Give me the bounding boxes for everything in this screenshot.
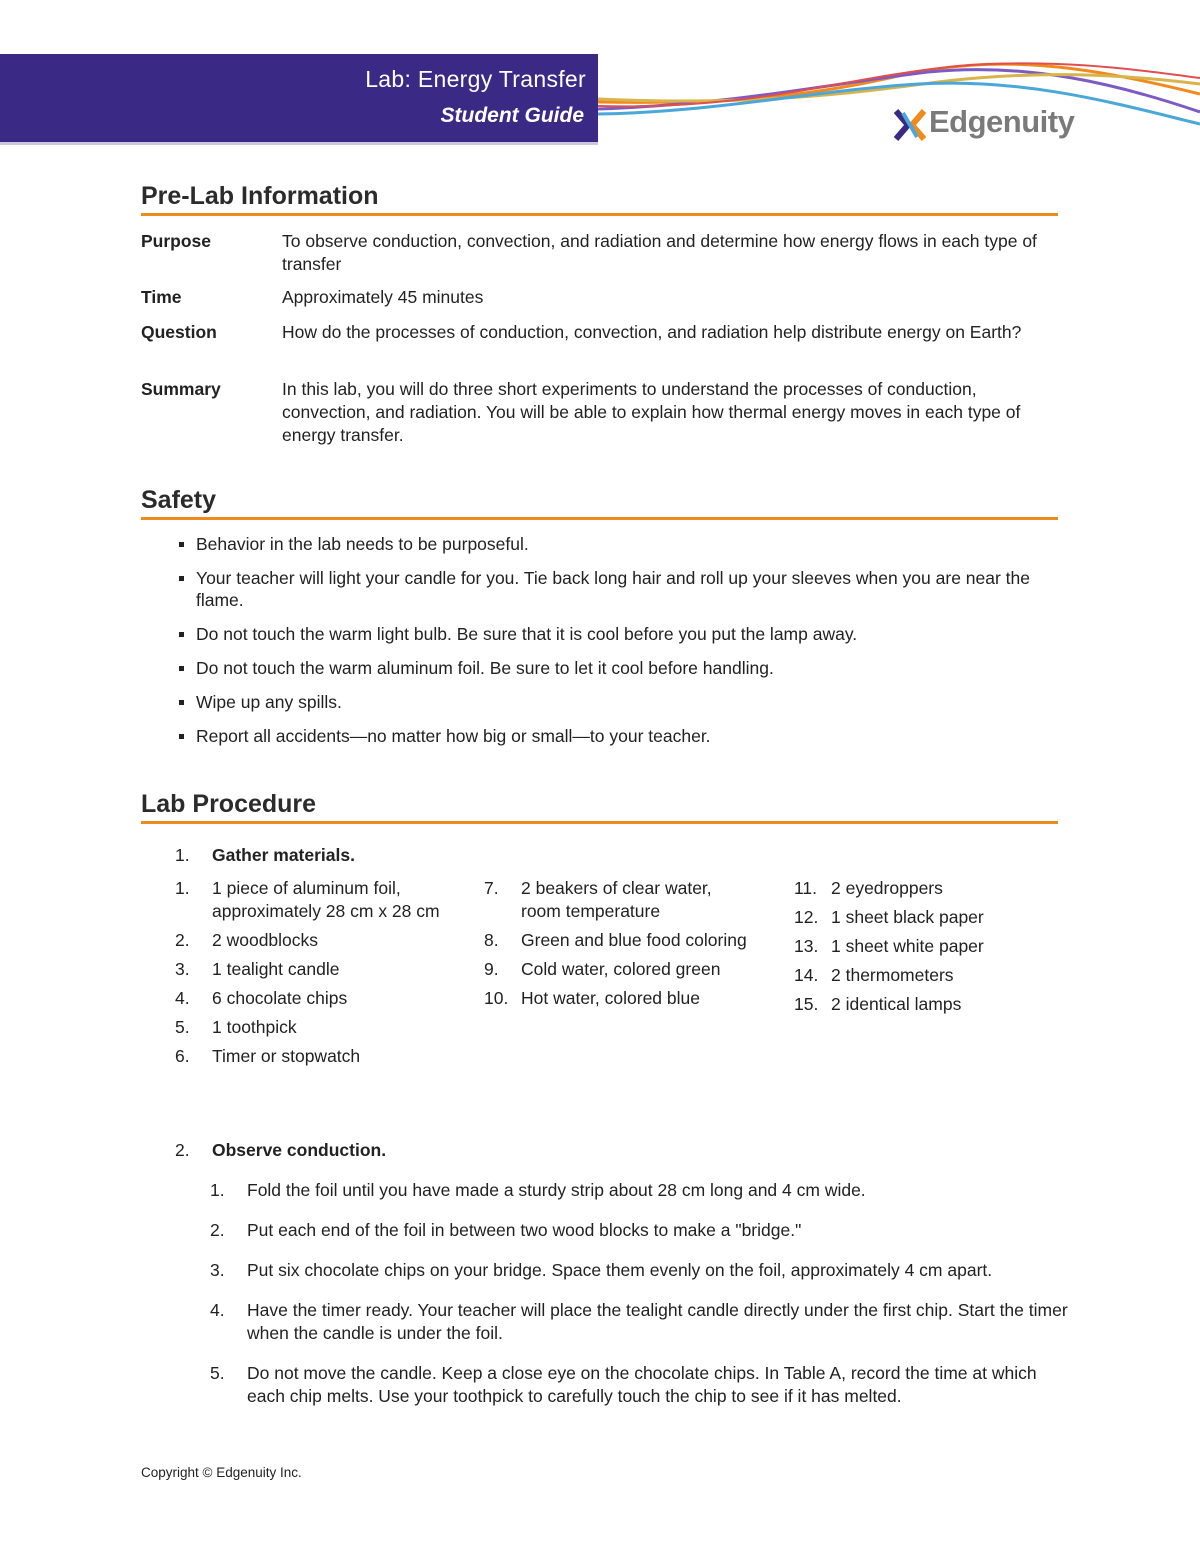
time-label: Time: [141, 287, 182, 307]
sub-step-number: 3.: [210, 1260, 225, 1280]
material-text: Green and blue food coloring: [521, 930, 747, 950]
purpose-label: Purpose: [141, 231, 212, 251]
document-subtitle: Student Guide: [440, 104, 584, 127]
sub-step-number: 1.: [210, 1180, 225, 1200]
procedure-step-2: [175, 1139, 386, 1162]
sub-step-text: Put six chocolate chips on your bridge. Space them evenly on the foil, approximately 4 cm apart.: [247, 1260, 993, 1280]
summary-label: Summary: [141, 379, 221, 399]
material-item: [175, 1016, 445, 1039]
material-item: [794, 877, 1054, 900]
procedure-step-1: [175, 844, 355, 867]
material-number: 4.: [175, 988, 190, 1008]
material-item: [484, 877, 754, 923]
sub-step: [210, 1259, 1070, 1282]
safety-item: Do not touch the warm aluminum foil. Be sure to let it cool before handling.: [177, 657, 1057, 679]
material-text: Timer or stopwatch: [212, 1046, 361, 1066]
material-text: Hot water, colored blue: [521, 988, 700, 1008]
question-value: How do the processes of conduction, convection, and radiation help distribute energy on Earth?: [282, 322, 1022, 342]
material-item: [484, 958, 754, 981]
material-number: 15.: [794, 994, 819, 1014]
edgenuity-x-icon: [893, 107, 927, 143]
sub-step: [210, 1299, 1070, 1345]
summary-value: In this lab, you will do three short experiments to understand the processes of conduction, convection, and radiation. You will be able to explain how thermal energy moves in each type of energy transfer.: [282, 379, 1021, 445]
material-text: 2 thermometers: [831, 965, 954, 985]
material-text: 6 chocolate chips: [212, 988, 348, 1008]
material-item: [175, 929, 445, 952]
material-number: 3.: [175, 959, 190, 979]
safety-list: [177, 533, 1057, 759]
sub-step-number: 2.: [210, 1220, 225, 1240]
material-number: 9.: [484, 959, 499, 979]
material-item: [175, 987, 445, 1010]
material-text: 1 toothpick: [212, 1017, 297, 1037]
material-number: 10.: [484, 988, 509, 1008]
safety-item: Do not touch the warm light bulb. Be sure that it is cool before you put the lamp away.: [177, 623, 1057, 645]
material-item: [794, 964, 1054, 987]
edgenuity-logo: [893, 104, 1073, 148]
material-item: [794, 935, 1054, 958]
safety-item: Report all accidents—no matter how big or small—to your teacher.: [177, 725, 1057, 747]
sub-step: [210, 1362, 1070, 1408]
material-number: 14.: [794, 965, 819, 985]
materials-column-2: [484, 877, 754, 1016]
step-title: Observe conduction.: [212, 1140, 387, 1160]
sub-step-text: Do not move the candle. Keep a close eye on the chocolate chips. In Table A, record the time at which each chip melts. Use your toothpick to carefully touch the chip to see if it has melted.: [247, 1363, 1037, 1406]
material-number: 2.: [175, 930, 190, 950]
header-band: [0, 54, 598, 145]
material-item: [484, 987, 754, 1010]
material-item: [794, 993, 1054, 1016]
prelab-heading: Pre-Lab Information: [141, 182, 1058, 216]
sub-step-number: 4.: [210, 1300, 225, 1320]
sub-step: [210, 1179, 1070, 1202]
sub-step-number: 5.: [210, 1363, 225, 1383]
sub-step-text: Put each end of the foil in between two wood blocks to make a "bridge.": [247, 1220, 802, 1240]
material-text: 2 woodblocks: [212, 930, 319, 950]
material-text: 2 beakers of clear water, room temperature: [521, 878, 712, 921]
material-item: [484, 929, 754, 952]
conduction-steps: [210, 1179, 1070, 1425]
material-text: 2 eyedroppers: [831, 878, 943, 898]
procedure-heading: Lab Procedure: [141, 790, 1058, 824]
sub-step-text: Fold the foil until you have made a sturdy strip about 28 cm long and 4 cm wide.: [247, 1180, 866, 1200]
material-text: 1 sheet white paper: [831, 936, 984, 956]
material-item: [175, 877, 445, 923]
step-title: Gather materials.: [212, 845, 355, 865]
material-number: 13.: [794, 936, 819, 956]
material-text: 1 piece of aluminum foil, approximately 28 cm x 28 cm: [212, 878, 440, 921]
materials-column-1: [175, 877, 445, 1074]
material-number: 12.: [794, 907, 819, 927]
material-item: [794, 906, 1054, 929]
material-text: 1 tealight candle: [212, 959, 340, 979]
step-number: 1.: [175, 845, 190, 865]
material-number: 8.: [484, 930, 499, 950]
question-label: Question: [141, 322, 217, 342]
material-number: 6.: [175, 1046, 190, 1066]
material-number: 5.: [175, 1017, 190, 1037]
material-text: 1 sheet black paper: [831, 907, 984, 927]
materials-column-3: [794, 877, 1054, 1022]
material-number: 11.: [794, 878, 818, 898]
material-item: [175, 1045, 445, 1068]
material-number: 1.: [175, 878, 190, 898]
copyright-footer: Copyright © Edgenuity Inc.: [141, 1465, 302, 1480]
material-number: 7.: [484, 878, 499, 898]
material-item: [175, 958, 445, 981]
safety-heading: Safety: [141, 486, 1058, 520]
logo-wordmark: Edgenuity: [929, 104, 1075, 139]
material-text: 2 identical lamps: [831, 994, 962, 1014]
material-text: Cold water, colored green: [521, 959, 721, 979]
document-title: Lab: Energy Transfer: [365, 66, 586, 92]
safety-item: Wipe up any spills.: [177, 691, 1057, 713]
step-number: 2.: [175, 1140, 190, 1160]
safety-item: Behavior in the lab needs to be purposeful.: [177, 533, 1057, 555]
sub-step: [210, 1219, 1070, 1242]
time-value: Approximately 45 minutes: [282, 287, 484, 307]
purpose-value: To observe conduction, convection, and radiation and determine how energy flows in each type of transfer: [282, 231, 1037, 274]
sub-step-text: Have the timer ready. Your teacher will place the tealight candle directly under the first chip. Start the timer when the candle is under the foil.: [247, 1300, 1068, 1343]
safety-item: Your teacher will light your candle for you. Tie back long hair and roll up your sleeves when you are near the flame.: [177, 567, 1057, 611]
